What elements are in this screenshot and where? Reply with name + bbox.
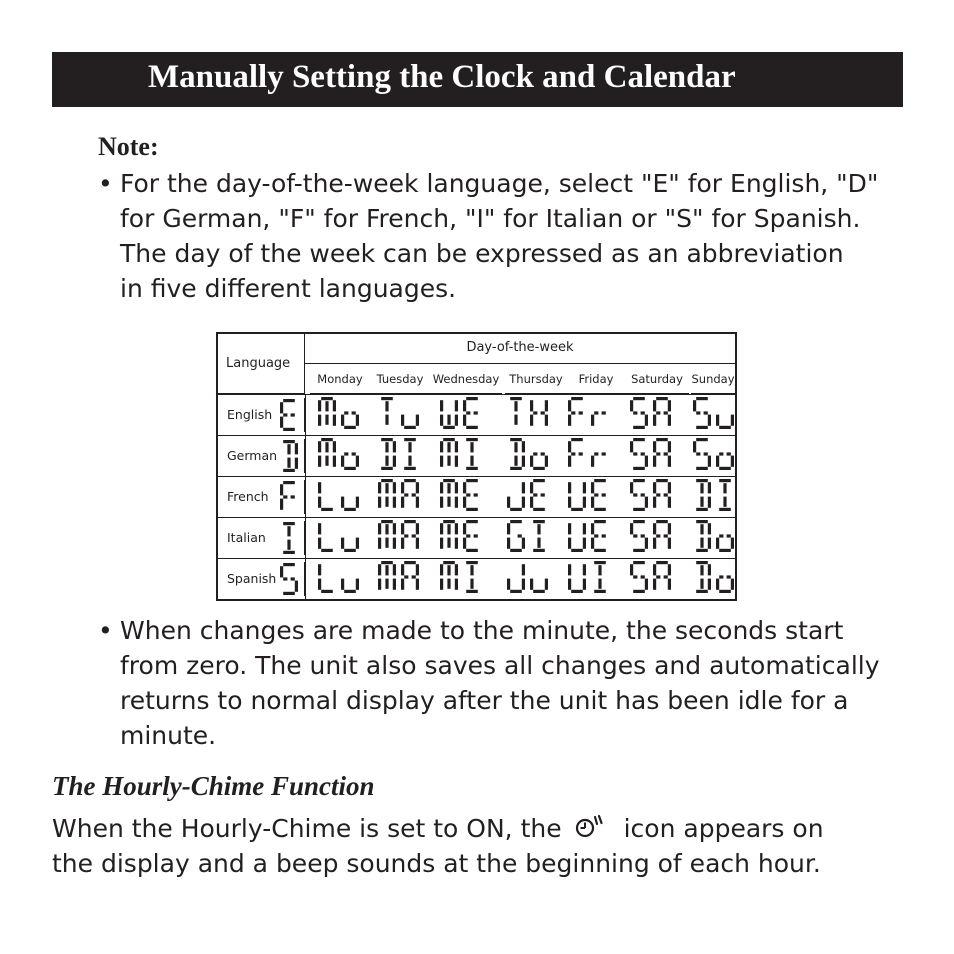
lcd-day-abbreviation	[378, 561, 424, 597]
lcd-day-abbreviation	[693, 561, 739, 597]
language-code-display	[279, 480, 305, 514]
lcd-day-abbreviation	[440, 438, 486, 474]
bullet-line: returns to normal display after the unit has been idle for a	[120, 686, 849, 715]
lcd-day-abbreviation	[630, 561, 676, 597]
language-label: French	[227, 489, 269, 504]
day-column-header: Friday	[567, 364, 625, 394]
lcd-day-abbreviation	[693, 520, 739, 556]
chime-line-2: the display and a beep sounds at the beginning of each hour.	[52, 849, 821, 878]
lcd-day-abbreviation	[440, 561, 486, 597]
lcd-day-abbreviation	[693, 397, 739, 433]
bullet-line: The day of the week can be expressed as an abbreviation	[120, 239, 844, 268]
bullet-symbol: •	[98, 169, 113, 198]
language-code-display	[279, 521, 305, 555]
lcd-day-abbreviation	[318, 397, 364, 433]
lcd-day-abbreviation	[378, 438, 424, 474]
lcd-day-abbreviation	[507, 479, 553, 515]
lcd-day-abbreviation	[507, 438, 553, 474]
bullet-line: For the day-of-the-week language, select "E" for English, "D"	[120, 169, 879, 198]
lcd-day-abbreviation	[630, 438, 676, 474]
lcd-day-abbreviation	[378, 479, 424, 515]
column-divider	[305, 395, 306, 435]
lcd-day-abbreviation	[630, 520, 676, 556]
language-label: Spanish	[227, 571, 277, 586]
column-divider	[305, 559, 306, 599]
lcd-day-abbreviation	[568, 479, 614, 515]
day-language-table	[216, 332, 737, 601]
language-row	[218, 517, 735, 558]
lcd-day-abbreviation	[318, 520, 364, 556]
chime-text-before-icon: When the Hourly-Chime is set to ON, the	[52, 814, 562, 843]
day-column-header: Monday	[310, 364, 370, 394]
language-column-header: Language	[218, 334, 305, 394]
note-bullet-minute	[98, 613, 880, 753]
hourly-chime-heading: The Hourly-Chime Function	[52, 771, 375, 801]
chime-line-1	[52, 811, 824, 846]
lcd-day-abbreviation	[568, 520, 614, 556]
page-title: Manually Setting the Clock and Calendar	[148, 59, 736, 95]
lcd-day-abbreviation	[507, 561, 553, 597]
day-column-header: Saturday	[625, 364, 689, 394]
lcd-day-abbreviation	[318, 479, 364, 515]
bullet-symbol: •	[98, 616, 113, 645]
lcd-day-abbreviation	[630, 397, 676, 433]
column-divider	[305, 477, 306, 517]
note-heading: Note:	[98, 132, 159, 161]
chime-text-after-icon: icon appears on	[623, 814, 824, 843]
bullet-line: minute.	[120, 721, 217, 750]
lcd-day-abbreviation	[630, 479, 676, 515]
day-of-week-header: Day-of-the-week	[305, 334, 735, 364]
lcd-day-abbreviation	[507, 397, 553, 433]
lcd-day-abbreviation	[693, 438, 739, 474]
language-row	[218, 394, 735, 435]
lcd-day-abbreviation	[440, 397, 486, 433]
language-label: English	[227, 407, 273, 422]
day-column-header: Wednesday	[430, 364, 502, 394]
bullet-line: in five different languages.	[120, 274, 457, 303]
day-column-header: Tuesday	[370, 364, 430, 394]
bullet-line: for German, "F" for French, "I" for Italian or "S" for Spanish.	[120, 204, 861, 233]
bullet-line: When changes are made to the minute, the seconds start	[120, 616, 844, 645]
day-column-header: Thursday	[505, 364, 567, 394]
lcd-day-abbreviation	[507, 520, 553, 556]
lcd-day-abbreviation	[568, 397, 614, 433]
lcd-day-abbreviation	[378, 397, 424, 433]
lcd-day-abbreviation	[568, 438, 614, 474]
lcd-day-abbreviation	[440, 479, 486, 515]
lcd-day-abbreviation	[440, 520, 486, 556]
title-banner	[52, 52, 903, 107]
column-divider	[305, 518, 306, 558]
lcd-day-abbreviation	[378, 520, 424, 556]
chime-bell-icon	[574, 813, 610, 839]
language-row	[218, 435, 735, 476]
lcd-day-abbreviation	[318, 438, 364, 474]
lcd-day-abbreviation	[568, 561, 614, 597]
lcd-day-abbreviation	[693, 479, 739, 515]
language-row	[218, 476, 735, 517]
lcd-day-abbreviation	[318, 561, 364, 597]
note-bullet-language	[98, 166, 879, 306]
language-code-display	[279, 439, 305, 473]
language-label: Italian	[227, 530, 266, 545]
language-code-display	[279, 398, 305, 432]
column-divider	[305, 436, 306, 476]
language-row	[218, 558, 735, 599]
bullet-line: from zero. The unit also saves all changes and automatically	[120, 651, 880, 680]
language-label: German	[227, 448, 278, 463]
language-code-display	[279, 562, 305, 596]
day-column-header: Sunday	[691, 364, 735, 394]
hourly-chime-paragraph	[52, 811, 824, 881]
